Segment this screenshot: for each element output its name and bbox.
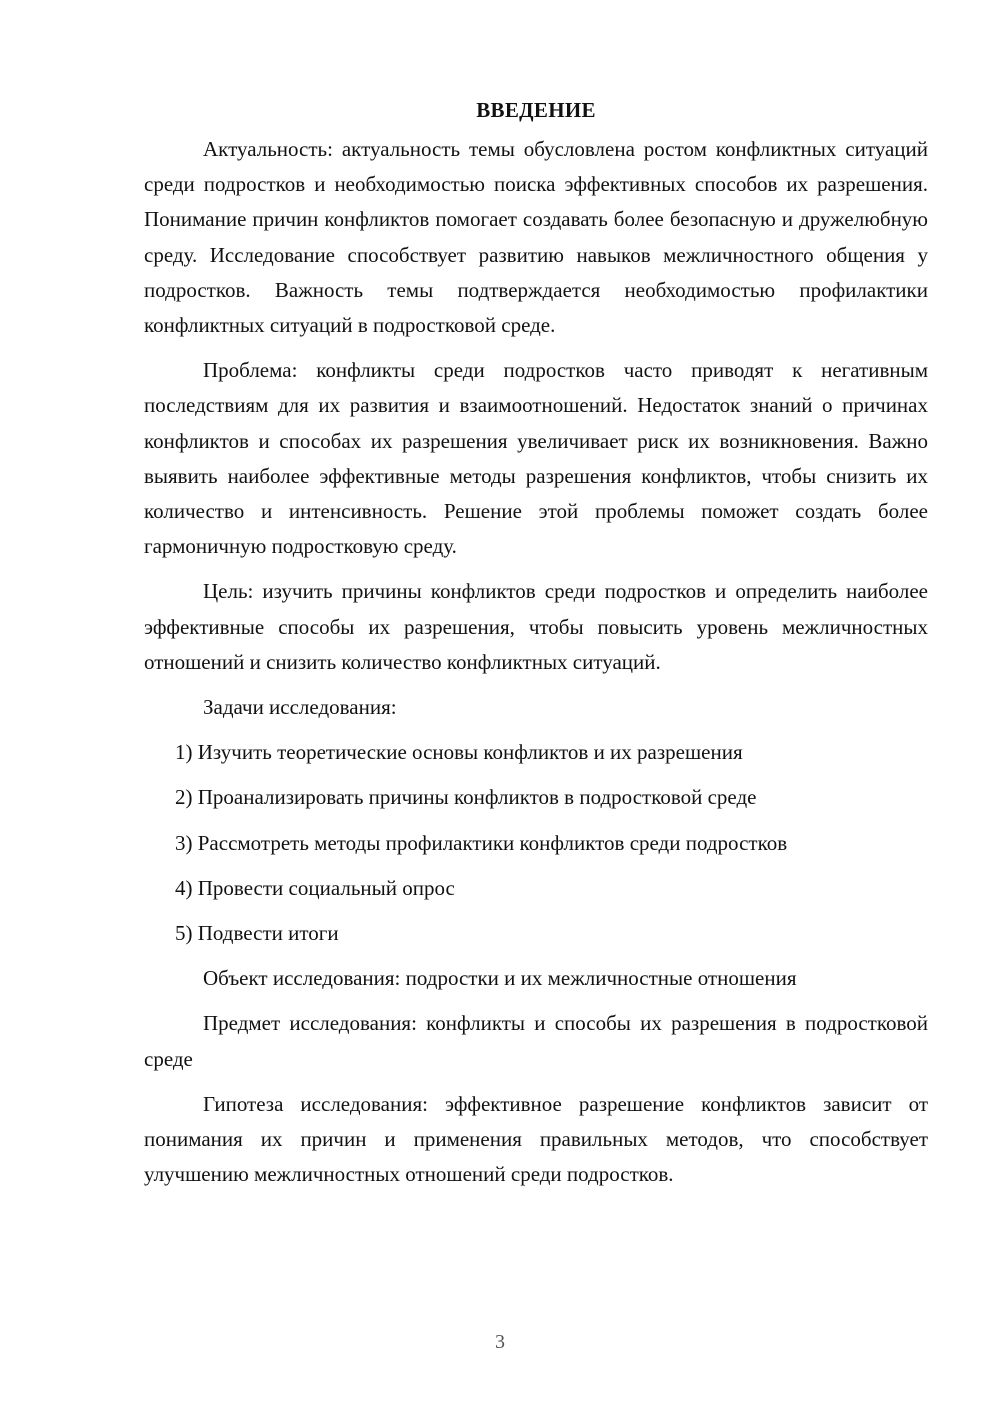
task-item: 1) Изучить теоретические основы конфликтов и их разрешения [175, 740, 743, 765]
tasks-heading: Задачи исследования: [203, 695, 397, 720]
problem-paragraph: Проблема: конфликты среди подростков часто приводят к негативным последствиям для их развития и взаимоотношений. Недостаток знаний о причинах конфликтов и способах их разрешения увеличивает риск их возникновения. Важно выявить наиболее эффективные методы разрешения конфликтов, чтобы снизить их количество и интенсивность. Решение этой проблемы поможет создать более гармоничную подростковую среду. [144, 358, 928, 559]
subject-paragraph: Предмет исследования: конфликты и способы их разрешения в подростковой среде [144, 1011, 928, 1071]
page-number: 3 [495, 1331, 505, 1353]
task-item: 4) Провести социальный опрос [175, 875, 455, 900]
object-paragraph: Объект исследования: подростки и их межличностные отношения [203, 966, 797, 991]
task-item: 2) Проанализировать причины конфликтов в подростковой среде [175, 785, 757, 810]
task-item: 3) Рассмотреть методы профилактики конфликтов среди подростков [175, 830, 788, 855]
relevance-paragraph: Актуальность: актуальность темы обусловлена ростом конфликтных ситуаций среди подростков и необходимостью поиска эффективных способов их разрешения. Понимание причин конфликтов помогает создавать более безопасную и дружелюбную среду. Исследование способствует развитию навыков межличностного общения у подростков. Важность темы подтверждается необходимостью профилактики конфликтных ситуаций в подростковой среде. [144, 137, 928, 338]
task-item: 5) Подвести итоги [175, 921, 339, 946]
section-title: ВВЕДЕНИЕ [476, 98, 596, 122]
hypothesis-paragraph: Гипотеза исследования: эффективное разрешение конфликтов зависит от понимания их причин и применения правильных методов, что способствует улучшению межличностных отношений среди подростков. [144, 1091, 928, 1187]
document-page [144, 92, 928, 1202]
goal-paragraph: Цель: изучить причины конфликтов среди подростков и определить наиболее эффективные способы их разрешения, чтобы повысить уровень межличностных отношений и снизить количество конфликтных ситуаций. [144, 579, 928, 674]
